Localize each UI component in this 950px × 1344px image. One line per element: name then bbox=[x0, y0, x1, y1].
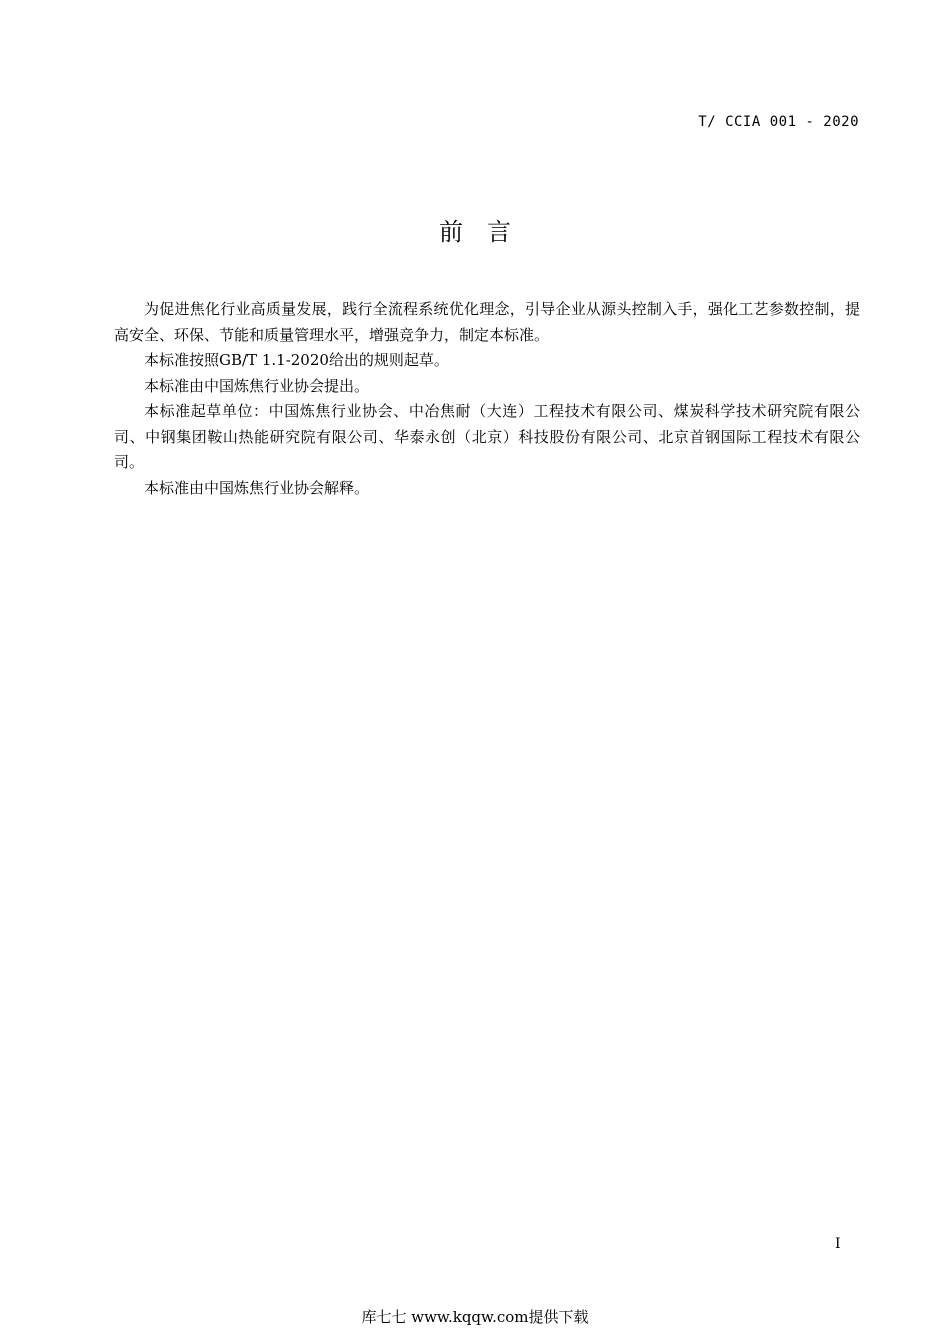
paragraph-interpretation: 本标准由中国炼焦行业协会解释。 bbox=[144, 478, 370, 497]
paragraph-purpose: 为促进焦化行业高质量发展，践行全流程系统优化理念，引导企业从源头控制入手，强化工艺参数控制，提高安全、环保、节能和质量管理水平，增强竞争力，制定本标准。 bbox=[114, 300, 860, 344]
download-watermark: 库七七 www.kqqw.com提供下载 bbox=[361, 1308, 589, 1326]
page-number: I bbox=[835, 1236, 841, 1252]
paragraph-drafting-rules: 本标准按照GB/T 1.1-2020给出的规则起草。 bbox=[144, 351, 449, 369]
document-number: T/ CCIA 001 - 2020 bbox=[698, 114, 859, 130]
preface-body bbox=[114, 297, 860, 501]
page-title: 前言 bbox=[439, 218, 535, 246]
paragraph-drafting-units: 本标准起草单位：中国炼焦行业协会、中冶焦耐（大连）工程技术有限公司、煤炭科学技术研究院有限公司、中钢集团鞍山热能研究院有限公司、华泰永创（北京）科技股份有限公司、北京首钢国际工程技术有限公司。 bbox=[114, 402, 860, 471]
paragraph-proposer: 本标准由中国炼焦行业协会提出。 bbox=[144, 376, 370, 395]
